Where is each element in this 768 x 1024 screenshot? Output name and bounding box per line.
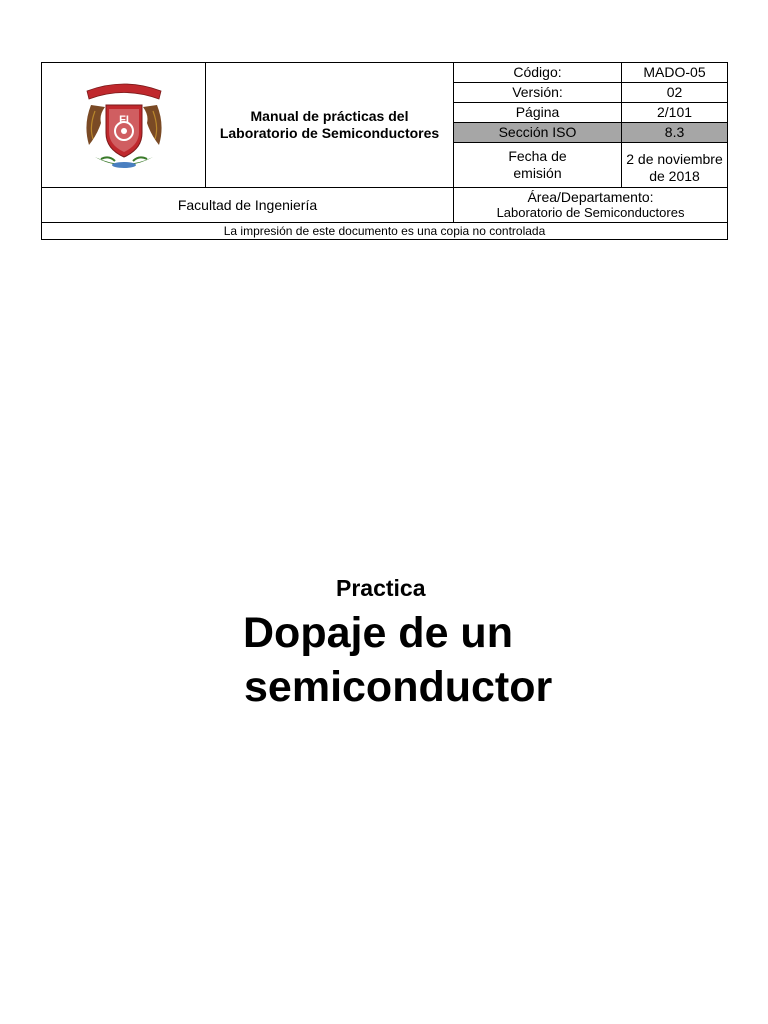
practice-title-line2: semiconductor [244,663,553,711]
uncontrolled-copy-note: La impresión de este documento es una copia no controlada [42,223,728,240]
logo-letters: FI [118,114,129,126]
seccion-iso-label: Sección ISO [454,123,622,143]
pagina-label: Página [454,103,622,123]
manual-title [206,108,453,142]
codigo-value: MADO-05 [622,63,728,83]
fecha-emision-value [622,143,728,188]
logo-cell [42,63,206,188]
fecha-value-line1: 2 de noviembre [626,151,723,167]
manual-title-line1: Manual de prácticas del [250,108,409,124]
manual-title-cell [206,63,454,188]
version-label: Versión: [454,83,622,103]
facultad-cell: Facultad de Ingeniería [42,188,454,223]
fi-unam-logo [79,75,169,175]
fecha-emision-label [454,143,622,188]
fecha-value-line2: de 2018 [649,168,700,184]
practice-title [243,606,663,714]
version-value: 02 [622,83,728,103]
practice-title-line1: Dopaje de un [243,609,513,657]
area-label: Área/Departamento: [527,189,654,205]
area-value: Laboratorio de Semiconductores [496,205,685,220]
codigo-label: Código: [454,63,622,83]
practice-label: Practica [336,575,426,601]
manual-title-line2: Laboratorio de Semiconductores [219,125,440,141]
document-header-table [41,62,728,240]
fecha-label-line2: emisión [513,165,562,181]
area-cell [454,188,728,223]
pagina-value: 2/101 [622,103,728,123]
fecha-label-line1: Fecha de [508,148,567,164]
seccion-iso-value: 8.3 [622,123,728,143]
